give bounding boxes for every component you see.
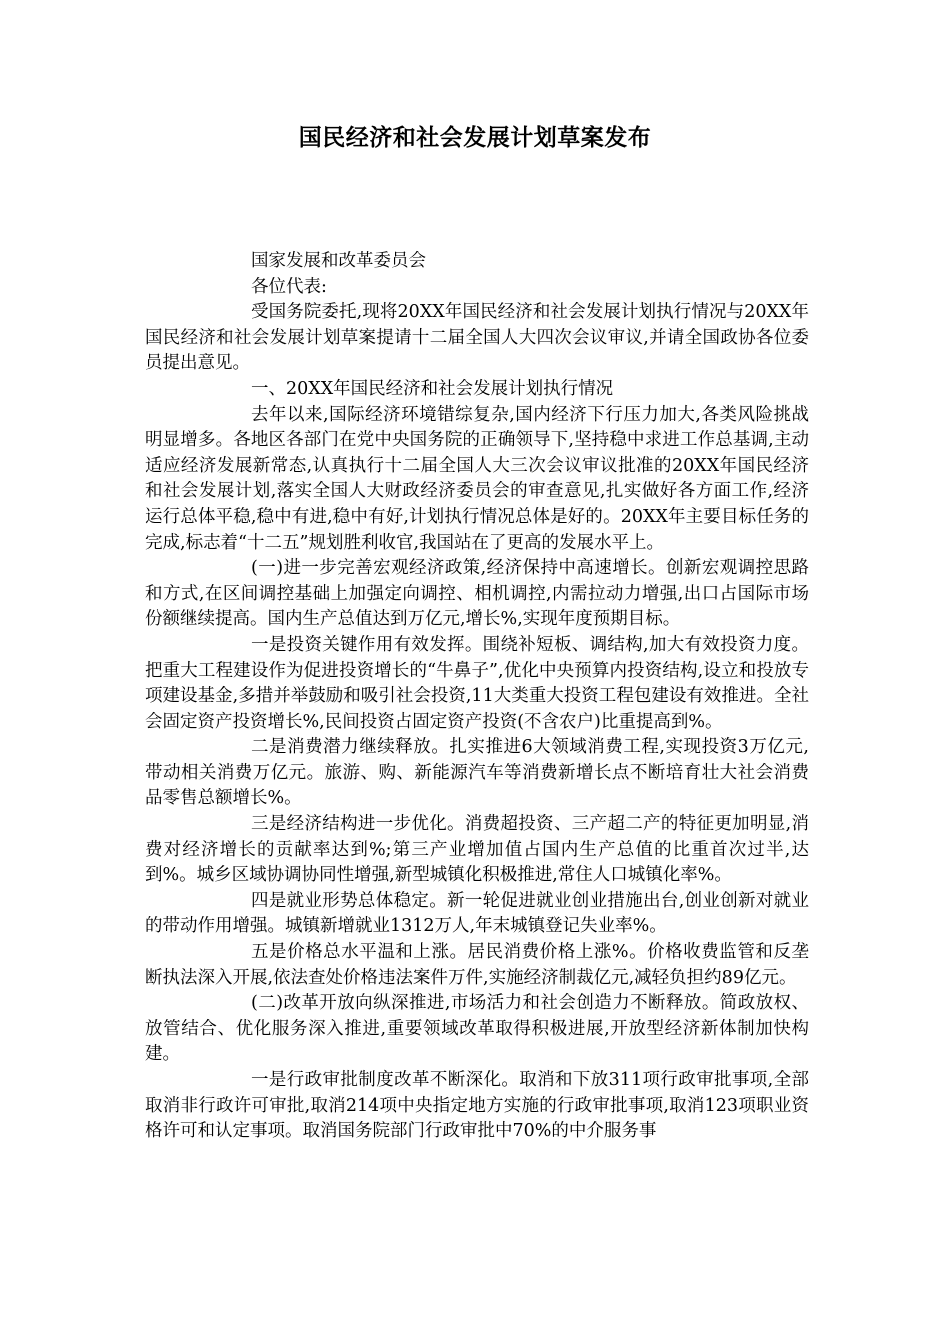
body-paragraph: 去年以来,国际经济环境错综复杂,国内经济下行压力加大,各类风险挑战明显增多。各地区各部门在党中央国务院的正确领导下,坚持稳中求进工作总基调,主动适应经济发展新常态,认真执行十二届全国人大三次会议审议批准的20XX年国民经济和社会发展计划,落实全国人大财政经济委员会的审查意见,扎实做好各方面工作,经济运行总体平稳,稳中有进,稳中有好,计划执行情况总体是好的。20XX年主要目标任务的完成,标志着“十二五”规划胜利收官,我国站在了更高的发展水平上。 [145, 404, 809, 553]
section-heading: 一、20XX年国民经济和社会发展计划执行情况 [251, 378, 614, 399]
salutation: 各位代表: [251, 276, 327, 297]
subsection-paragraph: (二)改革开放向纵深推进,市场活力和社会创造力不断释放。简政放权、放管结合、优化服务深入推进,重要领域改革取得积极进展,开放型经济新体制加快构建。 [145, 993, 809, 1065]
document-title: 国民经济和社会发展计划草案发布 [298, 124, 652, 151]
issuer-line: 国家发展和改革委员会 [251, 251, 426, 271]
subsection-paragraph: (一)进一步完善宏观经济政策,经济保持中高速增长。创新宏观调控思路和方式,在区间调控基础上加强定向调控、相机调控,内需拉动力增强,出口占国际市场份额继续提高。国内生产总值达到万亿元,增长%,实现年度预期目标。 [145, 558, 809, 630]
body-paragraph: 五是价格总水平温和上涨。居民消费价格上涨%。价格收费监管和反垄断执法深入开展,依法查处价格违法案件万件,实施经济制裁亿元,减轻负担约89亿元。 [145, 942, 809, 988]
body-paragraph: 一是行政审批制度改革不断深化。取消和下放311项行政审批事项,全部取消非行政许可审批,取消214项中央指定地方实施的行政审批事项,取消123项职业资格许可和认定事项。取消国务院部门行政审批中70%的中介服务事 [145, 1070, 809, 1142]
document-body [145, 249, 809, 1145]
intro-paragraph: 受国务院委托,现将20XX年国民经济和社会发展计划执行情况与20XX年国民经济和社会发展计划草案提请十二届全国人大四次会议审议,并请全国政协各位委员提出意见。 [145, 302, 809, 374]
body-paragraph: 四是就业形势总体稳定。新一轮促进就业创业措施出台,创业创新对就业的带动作用增强。城镇新增就业1312万人,年末城镇登记失业率%。 [145, 890, 809, 937]
body-paragraph: 二是消费潜力继续释放。扎实推进6大领域消费工程,实现投资3万亿元,带动相关消费万亿元。旅游、购、新能源汽车等消费新增长点不断培育壮大社会消费品零售总额增长%。 [145, 737, 809, 809]
body-paragraph: 一是投资关键作用有效发挥。围绕补短板、调结构,加大有效投资力度。把重大工程建设作为促进投资增长的“牛鼻子”,优化中央预算内投资结构,设立和投放专项建设基金,多措并举鼓励和吸引社会投资,11大类重大投资工程包建设有效推进。全社会固定资产投资增长%,民间投资占固定资产投资(不含农户)比重提高到%。 [145, 634, 809, 732]
body-paragraph: 三是经济结构进一步优化。消费超投资、三产超二产的特征更加明显,消费对经济增长的贡献率达到%;第三产业增加值占国内生产总值的比重首次过半,达到%。城乡区域协调协同性增强,新型城镇化积极推进,常住人口城镇化率%。 [145, 814, 809, 886]
